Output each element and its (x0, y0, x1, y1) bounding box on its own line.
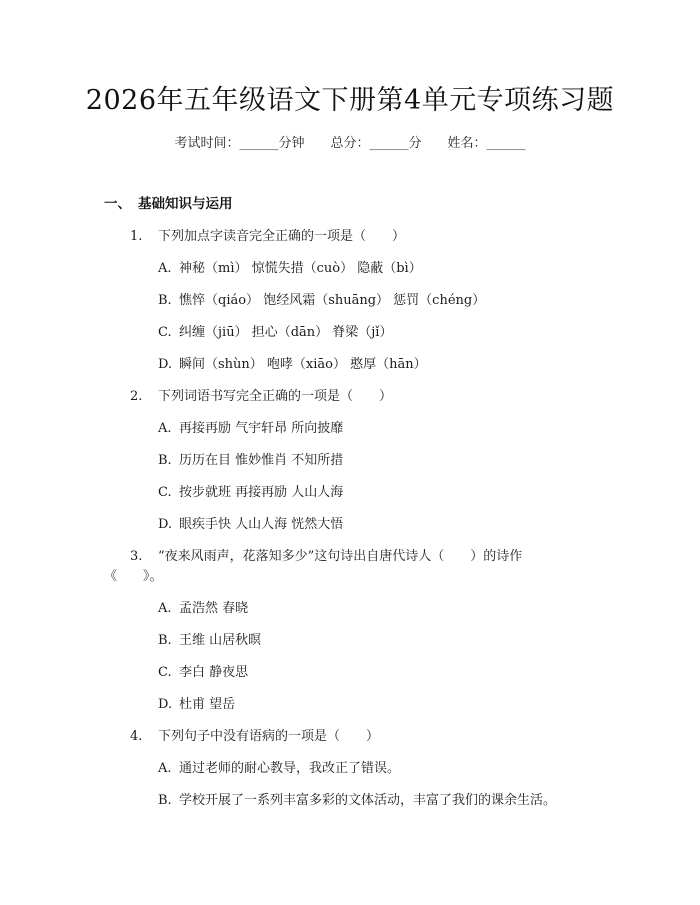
section-number: 一、 (104, 196, 131, 212)
question-1-option-c (158, 321, 392, 340)
option-letter: B. (158, 293, 172, 308)
option-text: 纠缠（jiū） 担心（dān） 脊梁（jǐ） (179, 325, 393, 340)
question-1-option-b (158, 289, 485, 308)
option-text: 学校开展了一系列丰富多彩的文体活动，丰富了我们的课余生活。 (179, 793, 557, 808)
question-1-option-a (158, 257, 422, 276)
question-text: 下列句子中没有语病的一项是（ ） (158, 729, 380, 744)
option-letter: C. (158, 325, 172, 340)
option-text: 神秘（mì） 惊慌失措（cuò） 隐蔽（bì） (179, 261, 422, 276)
question-text: “夜来风雨声，花落知多少”这句诗出自唐代诗人（ ）的诗作 (158, 549, 523, 564)
question-2-option-a (158, 417, 343, 436)
option-text: 憔悴（qiáo） 饱经风霜（shuāng） 惩罚（chéng） (179, 293, 486, 308)
question-2-option-b (158, 449, 343, 468)
option-text: 杜甫 望岳 (179, 697, 236, 712)
total-score-field: 总分：______分 (330, 136, 422, 151)
question-3-option-b (158, 629, 261, 648)
option-letter: B. (158, 453, 172, 468)
option-letter: A. (158, 601, 172, 616)
option-letter: A. (158, 261, 172, 276)
question-4-option-b (158, 789, 556, 808)
question-4-option-a (158, 757, 400, 776)
option-text: 孟浩然 春晓 (179, 601, 249, 616)
question-number: 1. (130, 229, 143, 244)
question-1-option-d (158, 353, 427, 372)
question-number: 2. (130, 389, 143, 404)
exam-meta (0, 132, 700, 151)
question-2 (130, 385, 392, 404)
section-title: 基础知识与运用 (138, 196, 233, 212)
question-3 (130, 545, 522, 564)
option-text: 瞬间（shùn） 咆哮（xiāo） 憨厚（hān） (179, 357, 427, 372)
option-letter: C. (158, 665, 172, 680)
question-2-option-c (158, 481, 343, 500)
student-name-field: 姓名：______ (447, 136, 526, 151)
question-number: 4. (130, 729, 143, 744)
exam-time-field: 考试时间：______分钟 (174, 136, 305, 151)
option-letter: B. (158, 633, 172, 648)
question-3-option-a (158, 597, 248, 616)
option-text: 按步就班 再接再励 人山人海 (179, 485, 344, 500)
question-1 (130, 225, 405, 244)
option-text: 历历在目 惟妙惟肖 不知所措 (179, 453, 344, 468)
question-3-option-d (158, 693, 235, 712)
question-number: 3. (130, 549, 143, 564)
question-text: 下列加点字读音完全正确的一项是（ ） (158, 229, 406, 244)
option-text: 王维 山居秋暝 (179, 633, 262, 648)
question-3-continuation: 《 》。 (104, 569, 163, 584)
question-2-option-d (158, 513, 343, 532)
option-text: 眼疾手快 人山人海 恍然大悟 (179, 517, 344, 532)
option-letter: A. (158, 421, 172, 436)
option-letter: D. (158, 517, 173, 532)
option-letter: B. (158, 793, 172, 808)
question-4 (130, 725, 379, 744)
option-text: 李白 静夜思 (179, 665, 249, 680)
question-3-option-c (158, 661, 248, 680)
option-letter: D. (158, 357, 173, 372)
option-letter: D. (158, 697, 173, 712)
option-text: 通过老师的耐心教导，我改正了错误。 (179, 761, 401, 776)
section-heading (104, 192, 233, 212)
option-letter: A. (158, 761, 172, 776)
option-text: 再接再励 气宇轩昂 所向披靡 (179, 421, 344, 436)
page-title: 2026年五年级语文下册第4单元专项练习题 (85, 85, 615, 116)
question-text: 下列词语书写完全正确的一项是（ ） (158, 389, 393, 404)
option-letter: C. (158, 485, 172, 500)
